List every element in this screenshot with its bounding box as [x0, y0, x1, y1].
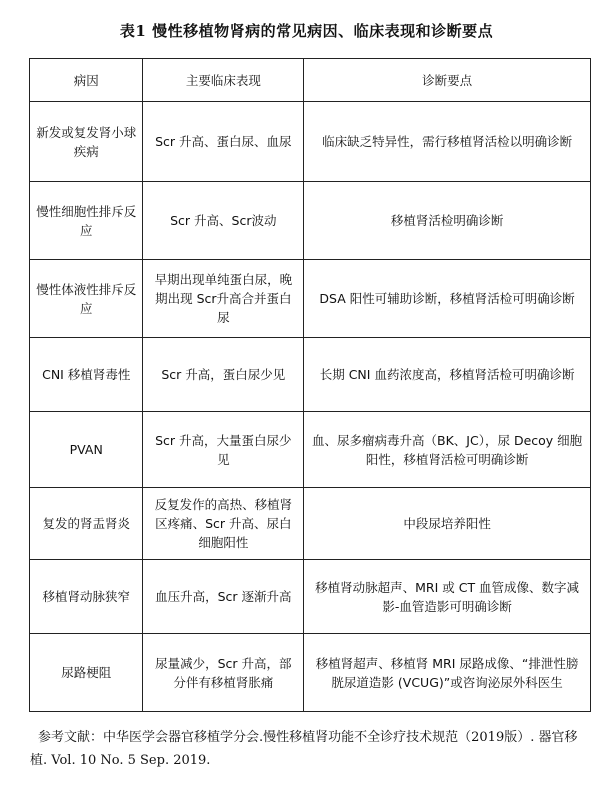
cell-clinical: Scr 升高，蛋白尿少见 — [143, 338, 304, 412]
table-row — [30, 634, 591, 712]
cell-diagnosis: 临床缺乏特异性，需行移植肾活检以明确诊断 — [304, 102, 591, 182]
cell-diagnosis: 中段尿培养阳性 — [304, 488, 591, 560]
cell-cause: 新发或复发肾小球疾病 — [30, 102, 143, 182]
table-row — [30, 412, 591, 488]
cell-diagnosis: 移植肾动脉超声、MRI 或 CT 血管成像、数字减影-血管造影可明确诊断 — [304, 560, 591, 634]
table-row — [30, 182, 591, 260]
cell-cause: 复发的肾盂肾炎 — [30, 488, 143, 560]
cell-cause: 慢性细胞性排斥反应 — [30, 182, 143, 260]
cell-clinical: Scr 升高、蛋白尿、血尿 — [143, 102, 304, 182]
table-row — [30, 560, 591, 634]
cell-clinical: Scr 升高、Scr波动 — [143, 182, 304, 260]
diagnosis-table — [29, 58, 591, 712]
cell-clinical: 血压升高，Scr 逐渐升高 — [143, 560, 304, 634]
cell-cause: 尿路梗阻 — [30, 634, 143, 712]
table-header-row — [30, 59, 591, 102]
cell-cause: CNI 移植肾毒性 — [30, 338, 143, 412]
cell-clinical: 尿量减少，Scr 升高，部分伴有移植肾胀痛 — [143, 634, 304, 712]
table-row — [30, 260, 591, 338]
header-clinical: 主要临床表现 — [143, 59, 304, 102]
cell-diagnosis: DSA 阳性可辅助诊断，移植肾活检可明确诊断 — [304, 260, 591, 338]
cell-cause: PVAN — [30, 412, 143, 488]
table-row — [30, 102, 591, 182]
cell-cause: 慢性体液性排斥反应 — [30, 260, 143, 338]
cell-cause: 移植肾动脉狭窄 — [30, 560, 143, 634]
header-diagnosis: 诊断要点 — [304, 59, 591, 102]
cell-diagnosis: 移植肾超声、移植肾 MRI 尿路成像、“排泄性膀胱尿道造影 (VCUG)”或咨询泌尿外科医生 — [304, 634, 591, 712]
header-cause: 病因 — [30, 59, 143, 102]
cell-clinical: 反复发作的高热、移植肾区疼痛、Scr 升高、尿白细胞阳性 — [143, 488, 304, 560]
reference-note: 参考文献：中华医学会器官移植学分会.慢性移植肾功能不全诊疗技术规范（2019版）. 器官移植. Vol. 10 No. 5 Sep. 2019. — [30, 730, 578, 768]
cell-clinical: Scr 升高，大量蛋白尿少见 — [143, 412, 304, 488]
cell-diagnosis: 移植肾活检明确诊断 — [304, 182, 591, 260]
table-row — [30, 488, 591, 560]
cell-clinical: 早期出现单纯蛋白尿，晚期出现 Scr升高合并蛋白尿 — [143, 260, 304, 338]
table-title: 表1 慢性移植物肾病的常见病因、临床表现和诊断要点 — [119, 22, 494, 40]
cell-diagnosis: 长期 CNI 血药浓度高，移植肾活检可明确诊断 — [304, 338, 591, 412]
table-row — [30, 338, 591, 412]
cell-diagnosis: 血、尿多瘤病毒升高（BK、JC），尿 Decoy 细胞阳性，移植肾活检可明确诊断 — [304, 412, 591, 488]
